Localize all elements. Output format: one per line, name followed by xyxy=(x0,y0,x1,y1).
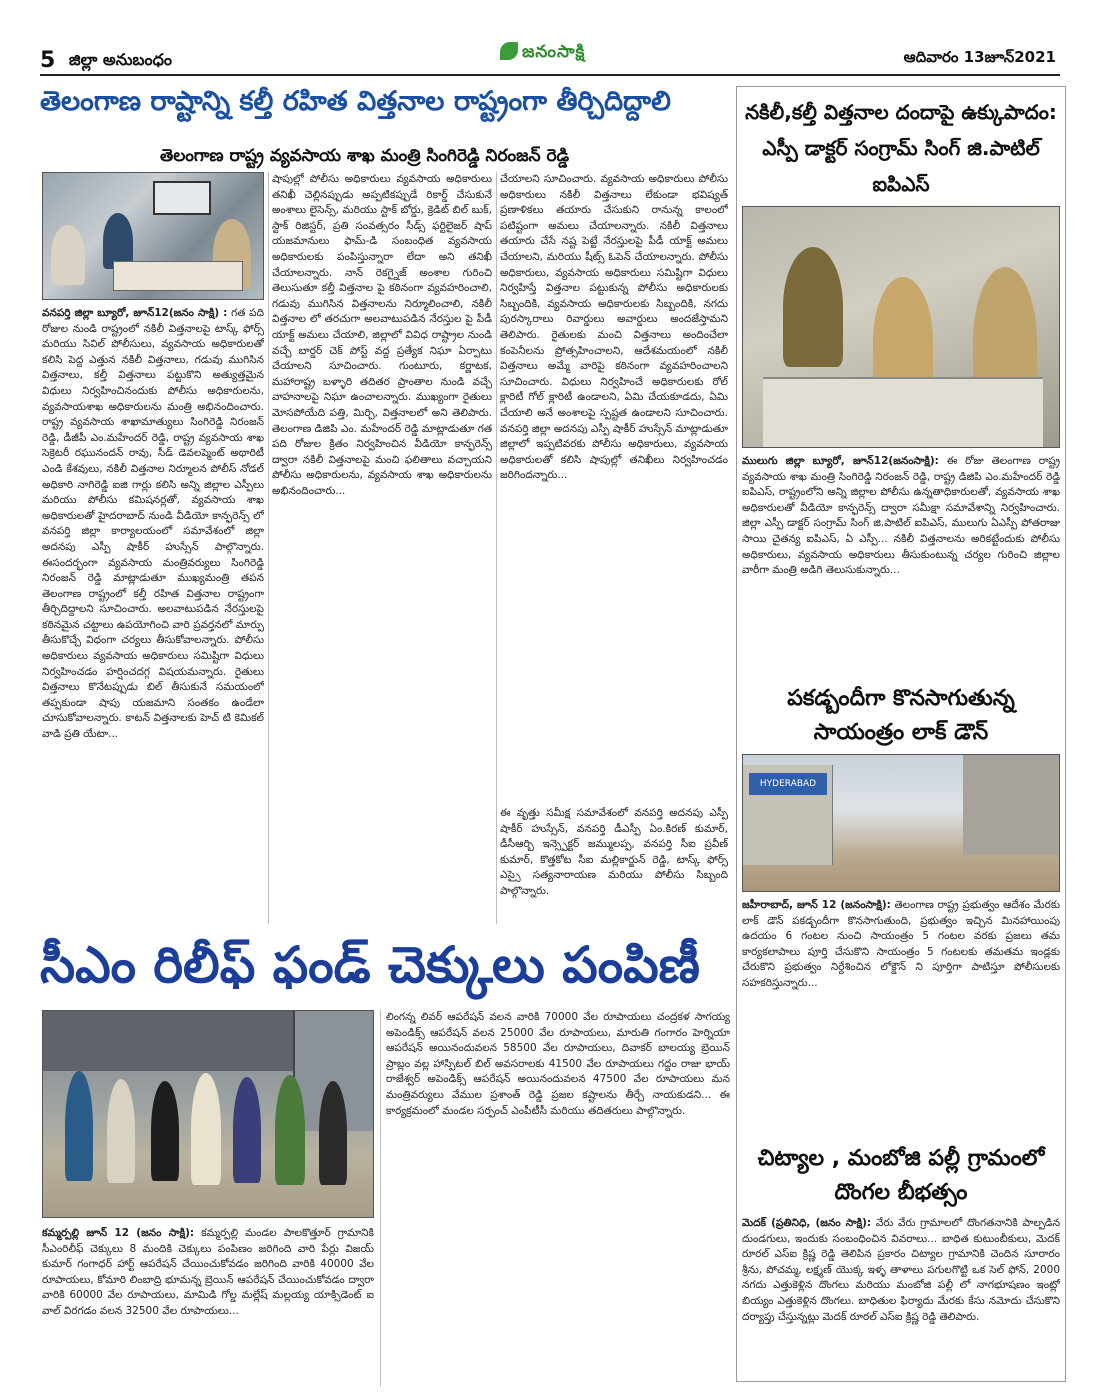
leaf-icon xyxy=(500,42,518,60)
right-story1-text: ఈ రోజు తెలంగాణ రాష్ట్ర వ్యవసాయ శాఖ మంత్రి సింగిరెడ్డి నిరంజన్ రెడ్డి, రాష్ట్ర డిజిపి ఎం.మహేందర్ రెడ్డి ఐపిఎస్, రాష్ట్రంలోని అన్ని జిల్లాల పోలీసు ఉన్నతాధికారులతో, వ్యవసాయ శాఖ అధికారులతో వీడియో కాన్ఫరెన్స్ ద్వారా సమీక్షా సమావేశాన్ని నిర్వహించారు. జిల్లా ఎస్పీ డాక్టర్ సంగ్రామ్ సింగ్ జి.పాటిల్ ఐపిఎస్, ములుగు ఏఎస్పీ పోతరాజు సాయి చైతన్య ఐపిఎస్, ఏ ఎస్పీ... నకిలీ విత్తనాలను అరికట్టేందుకు పోలీసు అధికారులు, వ్యవసాయ అధికారులు తీసుకుంటున్న చర్యల గురించి జిల్లాల వారీగా మంత్రి అడిగి తెలుసుకున్నారు... xyxy=(742,455,1060,577)
story1-headline: తెలంగాణ రాష్టాన్ని కల్తీ రహిత విత్తనాల రాష్ట్రంగా తీర్చిదిద్దాలి xyxy=(40,86,671,117)
right-story1-body xyxy=(742,454,1060,678)
logo-text: జనంసాక్షి xyxy=(522,42,586,62)
story2-col1-text: కమ్మర్పల్లి మండల పాలకొత్తూర్ గ్రామానికి సీఎంరిలీఫ్ చెక్కులు 8 మందికి చెక్కులు పంపిణం జరిగింది వారి పేర్లు విజయ్ కుమార్ గంగాధర్ హార్ట్ ఆపరేషన్ చేయించుకోవడం జరిగింది వారికి 40000 వేల రూపాయలు, కోమారి లింబాద్రి భూమన్న బ్రెయిన్ ఆపరేషన్ చేయించుకోవడం ద్వారా వారికి 60000 వేల రూపాయలు, మామిడి గోల్డ మల్లేష్ మల్లయ్య యాక్సిడెంట్ ఐ వాల్ విరగడం వలన 32500 వేల రూపాయలు... xyxy=(42,1227,374,1317)
story1-subhead: తెలంగాణ రాష్ట్ర వ్యవసాయ శాఖ మంత్రి సింగిరెడ్డి నిరంజన్ రెడ్డి xyxy=(160,146,570,166)
section-name: జిల్లా అనుబంధం xyxy=(68,50,172,69)
right-story1-headline: నకిలీ,కల్తీ విత్తనాల దందాపై ఉక్కుపాదం: ఎస్పీ డాక్టర్ సంగ్రామ్ సింగ్ జి.పాటిల్ ఐపిఎస్ xyxy=(745,100,1057,196)
story2-col2-text: లింగన్న లివర్ ఆపరేషన్ వలన వారికి 70000 వేల రూపాయలు చంద్రకళ సాగయ్య అపెండిక్స్ ఆపరేషన్ వలన 25000 వేల రూపాయలు, మారుతి గంగారం హెర్నియా ఆపరేషన్ అయినందువలన 58500 వేల రూపాయలు, దివాకర్ బాలయ్య బ్రెయిన్ ప్రాబ్లం వల్ల హాస్పిటల్ బిల్ అవసరాలకు 41500 వేల రూపాయలు గద్దం రాజు భాయ్ రాజేశ్వర్ అపెండిక్స్ ఆపరేషన్ అయినందువలన 47500 వేల రూపాయలు మన మంత్రివర్యులు వేముల ప్రశాంత్ రెడ్డి ప్రజల కష్టాలను తీర్చే నాయకుడని... ఈ కార్యక్రమంలో మండల సర్పంచ్ ఎంపీటీసీ మరియు తదితరులు పాల్గొన్నారు. xyxy=(386,1011,730,1117)
issue-date: ఆదివారం 13జూన్2021 xyxy=(903,48,1056,66)
story1-column-1 xyxy=(42,306,264,924)
right-story2-dateline: జహీరాబాద్, జూన్ 12 (జనంసాక్షి): xyxy=(742,899,891,911)
story1-dateline: వనపర్తి జిల్లా బ్యూరో, జూన్12(జనం సాక్షి) : xyxy=(42,307,228,319)
right-story1-dateline: ములుగు జిల్లా బ్యూరో, జూన్12(జనంసాక్షి): xyxy=(742,455,939,467)
story1-col1-text: గత పది రోజుల నుండి రాష్ట్రంలో నకిలీ విత్తనాలపై టాస్క్ ఫోర్స్ మరియు సివిల్ పోలీసులు, వ్యవసాయ అధికారులతో కలిసి పెద్ద ఎత్తున నకిలీ విత్తనాలు, గడువు ముగిసిన విత్తనాలు, కల్తీ విత్తనాలు పట్టుకొని అత్యుత్తమైన విధులు నిర్వహించినందుకు పోలీసు అధికారులను, వ్యవసాయశాఖ అధికారులను మంత్రి అభినందించారు. రాష్ట్ర వ్యవసాయ శాఖామాత్యులు సింగిరెడ్డి నిరంజన్ రెడ్డి, డీజీపీ ఎం.మహేందర్ రెడ్డి, రాష్ట్ర వ్యవసాయ శాఖ సెక్రెటరీ రఘునందన్ రావు, సీడ్ డెవలప్మెంట్ అథారిటీ ఎండి కేశవులు, నకిలీ విత్తనాల నిర్మూలన పోలీస్ నోడల్ అధికారి నాగిరెడ్డి ఐజి గార్లు కలిసి అన్ని జిల్లాల ఎస్పీలు మరియు పోలీసు కమిషనర్లతో, వ్యవసాయ శాఖ అధికారులతో హైదరాబాద్ నుండి వీడియో కాన్ఫరెన్స్ లో వనపర్తి జిల్లా కార్యాలయంలో సమావేశంలో జిల్లా అదనపు ఎస్పీ షాకీర్ హుస్సేన్ పాల్గొన్నారు. ఈసందర్భంగా వ్యవసాయ మంత్రివర్యులు సింగిరెడ్డి నిరంజన్ రెడ్డి మాట్లాడుతూ ముఖ్యమంత్రి తపన తెలంగాణ రాష్ట్రంలో కల్తీ రహిత విత్తనాల రాష్ట్రంగా తీర్చిదిద్దాలని సూచించారు. అలవాటుపడిన నేరస్తులపై కఠినమైన చట్టాలు ఉపయోగించి వారి ప్రవర్తనలో మార్పు తీసుకొచ్చే విధంగా చర్యలు తీసుకోవాలన్నారు. పోలీసు అధికారులు వ్యవసాయ అధికారులు సమిష్టిగా విధులు నిర్వహించడం హర్షించదగ్గ విషయమన్నారు. రైతులు విత్తనాలు కొనేటప్పుడు బిల్ తీసుకునే సమయంలో తప్పకుండా షాపు యజమాని సంతకం ఉండేలా చూసుకోవాలన్నారు. కాటన్ విత్తనాలకు హెచ్ టి కెమికల్ వాడి ప్రతి యేటా... xyxy=(42,307,264,741)
right-story2-photo xyxy=(742,754,1060,892)
story2-dateline: కమ్మర్పల్లి జూన్ 12 (జనం సాక్షి): xyxy=(42,1227,195,1239)
section-label xyxy=(40,48,172,73)
story1-col2-text: షాపుల్లో పోలీసు అధికారులు వ్యవసాయ అధికారులు తనిఖీ చెల్లినప్పుడు అప్పటికప్పుడే రికార్డ్ చేసుకునే అంశాలు లైసెన్స్, మరియు స్టాక్ బోర్డు, క్రెడిట్ బిల్ బుక్, స్టాక్ రిజిస్టర్, ప్రతి సంవత్సరం సీడ్స్ ఫర్టిలైజర్ షాప్ యజమానులు ఫామ్-డి సంబంధిత వ్యవసాయ అధికారులకు పంపిస్తున్నారా లేదా అని తనిఖీ చేయాలన్నారు. నాన్ రెకగ్నైజ్ అంశాల గురించి తెలుసుతూ కల్తీ విత్తనాల పై కఠినంగా వ్యవహరించాలి, గడువు ముగిసిన విత్తనాలను నిర్మూలించాలి, నకిలీ విత్తనాల లో తరచుగా అలవాటుపడిన నేరస్తుల పై పీడీ యాక్ట్ అమలు చేయాలి, జిల్లాలో వివిధ రాష్ట్రాల నుండి వచ్చే బార్డర్ చెక్ పోస్ట్ వద్ద ప్రత్యేక నిఘా ఏర్పాటు చేయాలని సూచించారు. గుంటూరు, కర్ణాటక, మహారాష్ట్ర బళ్ళారి తదితర ప్రాంతాల నుండి వచ్చే వాహనాలపై నిఘా ఉంచాలన్నారు. ముఖ్యంగా రైతులు మోసపోయేది పత్తి, మిర్చి, విత్తనాలలో అని తెలిపారు. తెలంగాణ డిజిపి ఎం. మహేందర్ రెడ్డి మాట్లాడుతూ గత పది రోజుల క్రితం నిర్వహించిన వీడియో కాన్ఫరెన్స్ ద్వారా నకిలీ విత్తనాలపై మంచి ఫలితాలు వచ్చాయని పోలీసు అధికారులను, వ్యవసాయ శాఖ అధికారులను అభినందించారు... xyxy=(272,173,492,497)
right-story1-photo xyxy=(742,206,1060,448)
right-story3-headline: చిట్యాల , మంబోజి పల్లీ గ్రామంలో దొంగల బీభత్సం xyxy=(757,1146,1045,1205)
story2-photo xyxy=(42,1010,374,1218)
story1-attendees xyxy=(500,806,728,924)
shop-sign-text: HYDERABAD xyxy=(759,779,817,789)
shop-sign xyxy=(749,773,827,795)
story2-column-1 xyxy=(42,1226,374,1386)
right-story3-dateline: మెదక్ (ప్రతినిధి, (జనం సాక్షి): xyxy=(742,1217,872,1229)
right-story3-body xyxy=(742,1216,1060,1376)
newspaper-logo xyxy=(500,42,585,66)
story2-headline: సీఎం రిలీఫ్ ఫండ్ చెక్కులు పంపిణీ xyxy=(40,936,700,994)
story1-photo xyxy=(42,172,264,300)
right-story2-body xyxy=(742,898,1060,1138)
right-story3-text: వేరు వేరు గ్రామాలలో దొంగతనానికి పాల్పడిన దుండగులు, ఇందుకు సంబంధించిన వివరాలు... బాధిత కుటుంబీకులు, మెదక్ రూరల్ ఎస్ఐ క్రిష్ణ రెడ్డి తెలిపిన ప్రకారం చిట్యాల గ్రామానికి చెందిన సూరారం శ్రీను, పోచమ్మ, లక్ష్మణ్ యొక్క ఇళ్ళ తాళాలు పగులగొట్టి ఒక సెల్ ఫోన్, 2000 నగదు ఎత్తుకెళ్లిన దొంగలు మరియు మంబోజి పల్లీ లో నాగభూషణం ఇంట్లో బియ్యం ఎత్తుకెళ్లిన దొంగలు. బాధితుల ఫిర్యాదు మేరకు కేసు నమోదు చేసుకొని దర్యాప్తు చేస్తున్నట్లు మెదక్ రూరల్ ఎస్ఐ క్రిష్ణ రెడ్డి తెలిపారు. xyxy=(742,1217,1060,1323)
masthead xyxy=(40,44,1060,76)
story2-column-2 xyxy=(386,1010,730,1386)
right-story2-headline: పకడ్బందీగా కొనసాగుతున్న సాయంత్రం లాక్ డౌన్ xyxy=(787,686,1015,745)
right-story2-text: తెలంగాణ రాష్ట్ర ప్రభుత్వం ఆదేశం మేరకు లాక్ డౌన్ పకడ్బందీగా కొనసాగుతుంది, ప్రభుత్వం ఇచ్చిన మినహాయింపు ఉదయం 6 గంటల నుంచి సాయంత్రం 5 గంటల వరకు ప్రజలు తమ కార్యకలాపాలు పూర్తి చేసుకొని సాయంత్రం 5 గంటలకు తమతమ ఇండ్లకు చేరుకొని ప్రభుత్వం నిర్దేశించిన లోక్డౌన్ ని పూర్తిగా పాటిస్తూ పోలీసులకు సహకరిస్తున్నారు... xyxy=(742,899,1060,989)
story1-column-3 xyxy=(500,172,728,802)
story1-caption-tail: ఈ వృత్తు సమీక్ష సమావేశంలో వనపర్తి అదనపు ఎస్పీ షాకీర్ హుస్సేన్, వనపర్తి డీఎస్పీ ఏం.కిరణ్ కుమార్, డీసీఆర్బి ఇన్స్పెక్టర్ జమ్ములప్ప, వనపర్తి సీఐ ప్రవీణ్ కుమార్, కొత్తకోట సీఐ మల్లికార్జున్ రెడ్డి, టాస్క్ ఫోర్స్ ఎస్సై సత్యనారాయణ మరియు పోలీసు సిబ్బంది పాల్గొన్నారు. xyxy=(500,807,728,897)
page-number: 5 xyxy=(40,48,56,73)
story1-col3-text: చేయాలని సూచించారు. వ్యవసాయ అధికారులు పోలీసు అధికారులు నకిలీ విత్తనాలు లేకుండా భవిష్యత్ ప్రణాళికలు తయారు చేసుకుని రానున్న కాలంలో పటిష్టంగా అమలు చేయాలన్నారు. నకిలీ విత్తనాలు తయారు చేసే నష్ట పెట్టే నేరస్తులపై పీడీ యాక్ట్ అమలు చేయాలని, మరియు షీట్స్ ఓపెన్ చేయాలన్నారు. పోలీసు అధికారులు, వ్యవసాయ అధికారులు సమిష్టిగా విధులు నిర్వహిస్తే విత్తనాల పట్టుకున్న పోలీసు అధికారులకు సిబ్బందికి, వ్యవసాయ అధికారులకు సిబ్బందికి, నగదు పురస్కారాలు రివార్డులు అవార్డులు అందజేస్తామని తెలిపారు. రైతులకు మంచి విత్తనాలు అందించేలా కంపెనీలను ప్రోత్సహించాలని, ఆదేశమయంలో నకిలీ విత్తనాలు అమ్మే వారిపై కఠినంగా వ్యవహరించాలని సూచించారు. విధులు నిర్వహించే అధికారులకు రోల్ క్లారిటీ గోల్ క్లారిటీ ఉండాలని, ఏమి చేయకూడదు, ఏమి చేయాలి అనే అంశాలపై స్పష్టత ఉండాలని సూచించారు. వనపర్తి జిల్లా అదనపు ఎస్పీ షాకీర్ హుస్సేన్ మాట్లాడుతూ జిల్లాలో ఇప్పటివరకు పోలీసు అధికారులు, వ్యవసాయ అధికారులతో కలిసి షాపుల్లో తనిఖీలు నిర్వహించడం జరిగిందన్నారు... xyxy=(500,173,728,482)
story1-column-2 xyxy=(272,172,492,924)
